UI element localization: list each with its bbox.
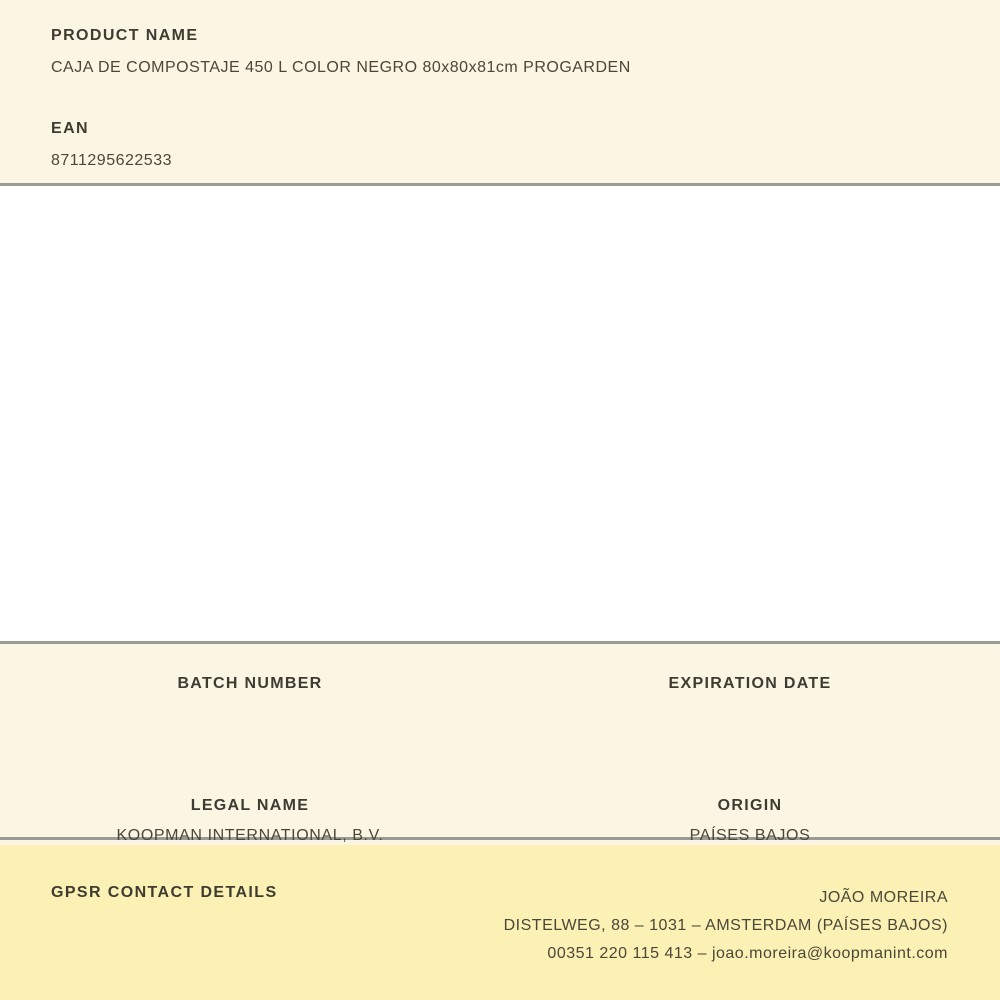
product-info-section bbox=[0, 0, 1000, 186]
gpsr-contact-block bbox=[504, 884, 948, 968]
expiration-date-value bbox=[500, 705, 1000, 723]
origin-label: ORIGIN bbox=[717, 797, 783, 814]
legal-origin-row bbox=[0, 797, 1000, 845]
gpsr-contact-heading: GPSR CONTACT DETAILS bbox=[51, 884, 278, 901]
origin-value: PAÍSES BAJOS bbox=[689, 827, 811, 844]
expiration-date-label: EXPIRATION DATE bbox=[668, 675, 832, 692]
gpsr-contact-section bbox=[0, 845, 1000, 1000]
legal-name-value: KOOPMAN INTERNATIONAL, B.V. bbox=[116, 827, 384, 844]
ean-label: EAN bbox=[51, 120, 89, 137]
legal-name-cell bbox=[0, 797, 500, 845]
batch-number-cell bbox=[0, 675, 500, 723]
origin-cell bbox=[500, 797, 1000, 845]
expiration-date-cell bbox=[500, 675, 1000, 723]
contact-person-name: JOÃO MOREIRA bbox=[819, 889, 948, 906]
batch-origin-section bbox=[0, 641, 1000, 844]
contact-address: DISTELWEG, 88 – 1031 – AMSTERDAM (PAÍSES BAJOS) bbox=[503, 917, 948, 934]
batch-number-label: BATCH NUMBER bbox=[177, 675, 323, 692]
product-name-value: CAJA DE COMPOSTAJE 450 L COLOR NEGRO 80x80x81cm PROGARDEN bbox=[51, 59, 631, 76]
batch-number-value bbox=[0, 705, 500, 723]
legal-name-label: LEGAL NAME bbox=[190, 797, 310, 814]
batch-expiration-row bbox=[0, 675, 1000, 723]
product-name-group bbox=[51, 27, 950, 77]
contact-phone-email: 00351 220 115 413 – joao.moreira@koopmanint.com bbox=[547, 945, 948, 962]
empty-content-area bbox=[0, 186, 1000, 641]
product-name-label: PRODUCT NAME bbox=[51, 27, 199, 44]
ean-value: 8711295622533 bbox=[51, 152, 172, 169]
ean-group bbox=[51, 120, 950, 170]
